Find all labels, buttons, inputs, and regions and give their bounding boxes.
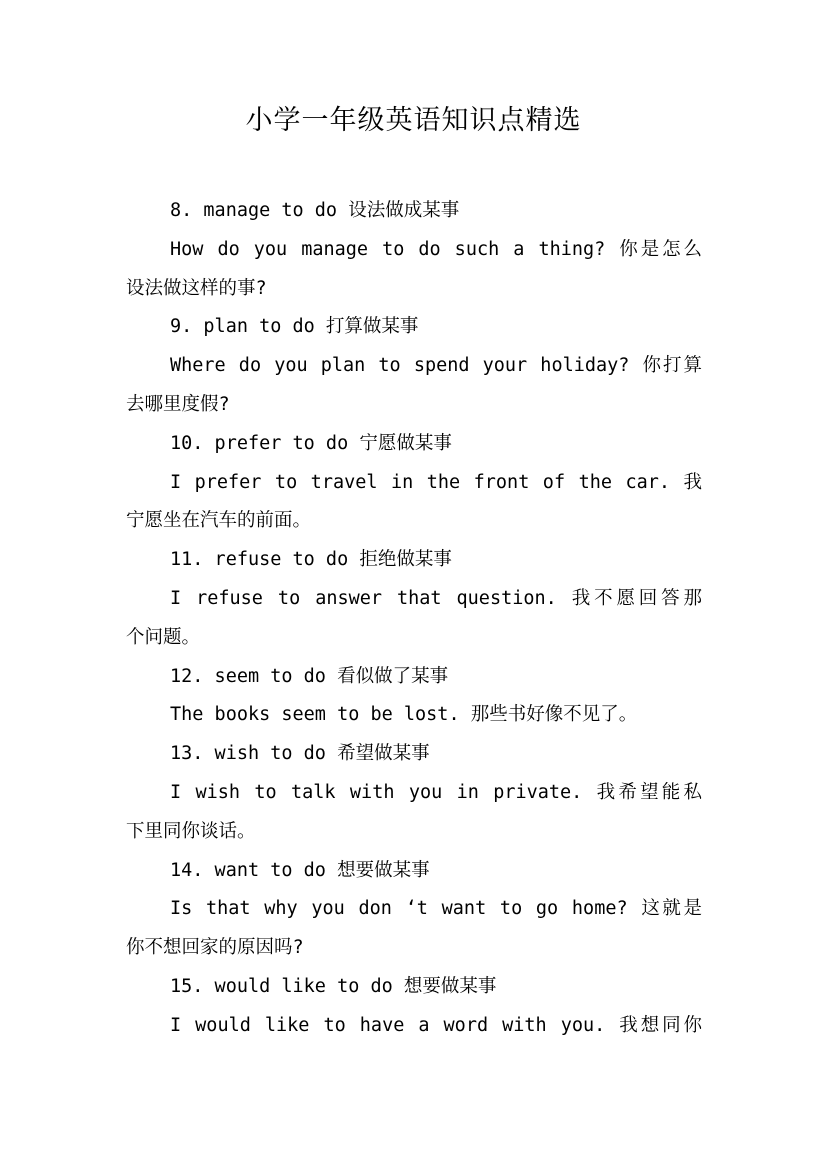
example-sentence: I would like to have a word with you. 我想同你 bbox=[170, 1014, 702, 1036]
entry-heading: 13. wish to do 希望做某事 bbox=[170, 743, 430, 765]
example-continuation: 下里同你谈话。 bbox=[126, 820, 256, 842]
entry-heading: 12. seem to do 看似做了某事 bbox=[170, 665, 449, 687]
example-sentence: Is that why you don ‘t want to go home? 这就是 bbox=[170, 898, 702, 920]
example-continuation: 去哪里度假? bbox=[126, 393, 230, 415]
document-body bbox=[126, 192, 702, 1046]
entry-heading: 15. would like to do 想要做某事 bbox=[170, 975, 497, 997]
example-sentence: I refuse to answer that question. 我不愿回答那 bbox=[170, 587, 702, 609]
entry-heading: 10. prefer to do 宁愿做某事 bbox=[170, 432, 452, 454]
entry-heading: 8. manage to do 设法做成某事 bbox=[170, 200, 460, 221]
example-continuation: 你不想回家的原因吗? bbox=[126, 937, 304, 959]
example-sentence: I prefer to travel in the front of the car. 我 bbox=[170, 471, 702, 493]
example-continuation: 个问题。 bbox=[126, 626, 201, 648]
document-title: 小学一年级英语知识点精选 bbox=[245, 105, 582, 136]
entry-heading: 14. want to do 想要做某事 bbox=[170, 859, 430, 881]
example-sentence: How do you manage to do such a thing? 你是怎么 bbox=[170, 238, 702, 260]
example-continuation: 设法做这样的事? bbox=[126, 277, 267, 299]
example-continuation: 宁愿坐在汽车的前面。 bbox=[126, 510, 312, 532]
example-sentence: Where do you plan to spend your holiday? 你打算 bbox=[170, 355, 702, 377]
entry-heading: 11. refuse to do 拒绝做某事 bbox=[170, 549, 452, 571]
example-sentence: I wish to talk with you in private. 我希望能私 bbox=[170, 781, 702, 803]
example-sentence: The books seem to be lost. 那些书好像不见了。 bbox=[170, 704, 638, 726]
entry-heading: 9. plan to do 打算做某事 bbox=[170, 316, 419, 338]
